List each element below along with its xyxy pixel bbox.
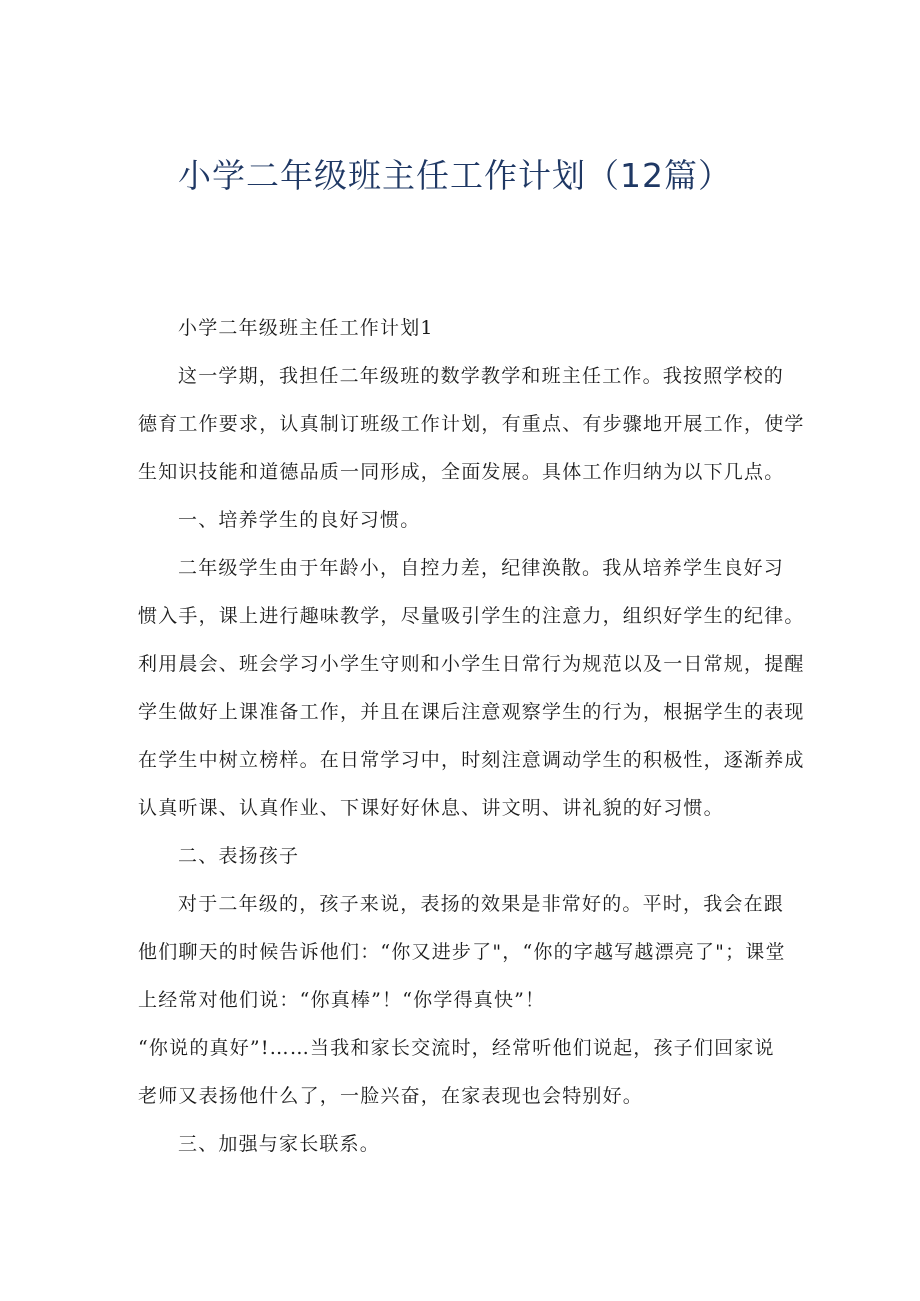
paragraph-line: 在学生中树立榜样。在日常学习中，时刻注意调动学生的积极性，逐渐养成: [138, 749, 805, 771]
section-heading: 二、表扬孩子: [178, 845, 300, 867]
paragraph-line: 惯入手，课上进行趣味教学，尽量吸引学生的注意力，组织好学生的纪律。: [138, 605, 805, 627]
document-title: 小学二年级班主任工作计划（12篇）: [178, 156, 732, 195]
section-heading: 一、培养学生的良好习惯。: [178, 509, 421, 531]
paragraph-line: “你说的真好”!……当我和家长交流时，经常听他们说起，孩子们回家说: [138, 1037, 775, 1059]
paragraph-line: 生知识技能和道德品质一同形成，全面发展。具体工作归纳为以下几点。: [138, 461, 785, 483]
paragraph-line: 认真听课、认真作业、下课好好休息、讲文明、讲礼貌的好习惯。: [138, 797, 724, 819]
paragraph-line: 对于二年级的，孩子来说，表扬的效果是非常好的。平时，我会在跟: [178, 893, 785, 915]
paragraph-line: 老师又表扬他什么了，一脸兴奋，在家表现也会特别好。: [138, 1085, 644, 1107]
paragraph-line: 二年级学生由于年龄小，自控力差，纪律涣散。我从培养学生良好习: [178, 557, 785, 579]
section-heading: 三、加强与家长联系。: [178, 1133, 381, 1155]
paragraph-line: 这一学期，我担任二年级班的数学教学和班主任工作。我按照学校的: [178, 365, 785, 387]
paragraph-line: 利用晨会、班会学习小学生守则和小学生日常行为规范以及一日常规，提醒: [138, 653, 805, 675]
paragraph-line: 小学二年级班主任工作计划1: [178, 317, 434, 339]
document-body: [138, 304, 805, 1168]
paragraph-line: 上经常对他们说：“你真棒”！“你学得真快”！: [138, 989, 546, 1011]
paragraph-line: 德育工作要求，认真制订班级工作计划，有重点、有步骤地开展工作，使学: [138, 413, 805, 435]
paragraph-line: 他们聊天的时候告诉他们：“你又进步了"，“你的字越写越漂亮了"；课堂: [138, 941, 786, 963]
paragraph-line: 学生做好上课准备工作，并且在课后注意观察学生的行为，根据学生的表现: [138, 701, 805, 723]
